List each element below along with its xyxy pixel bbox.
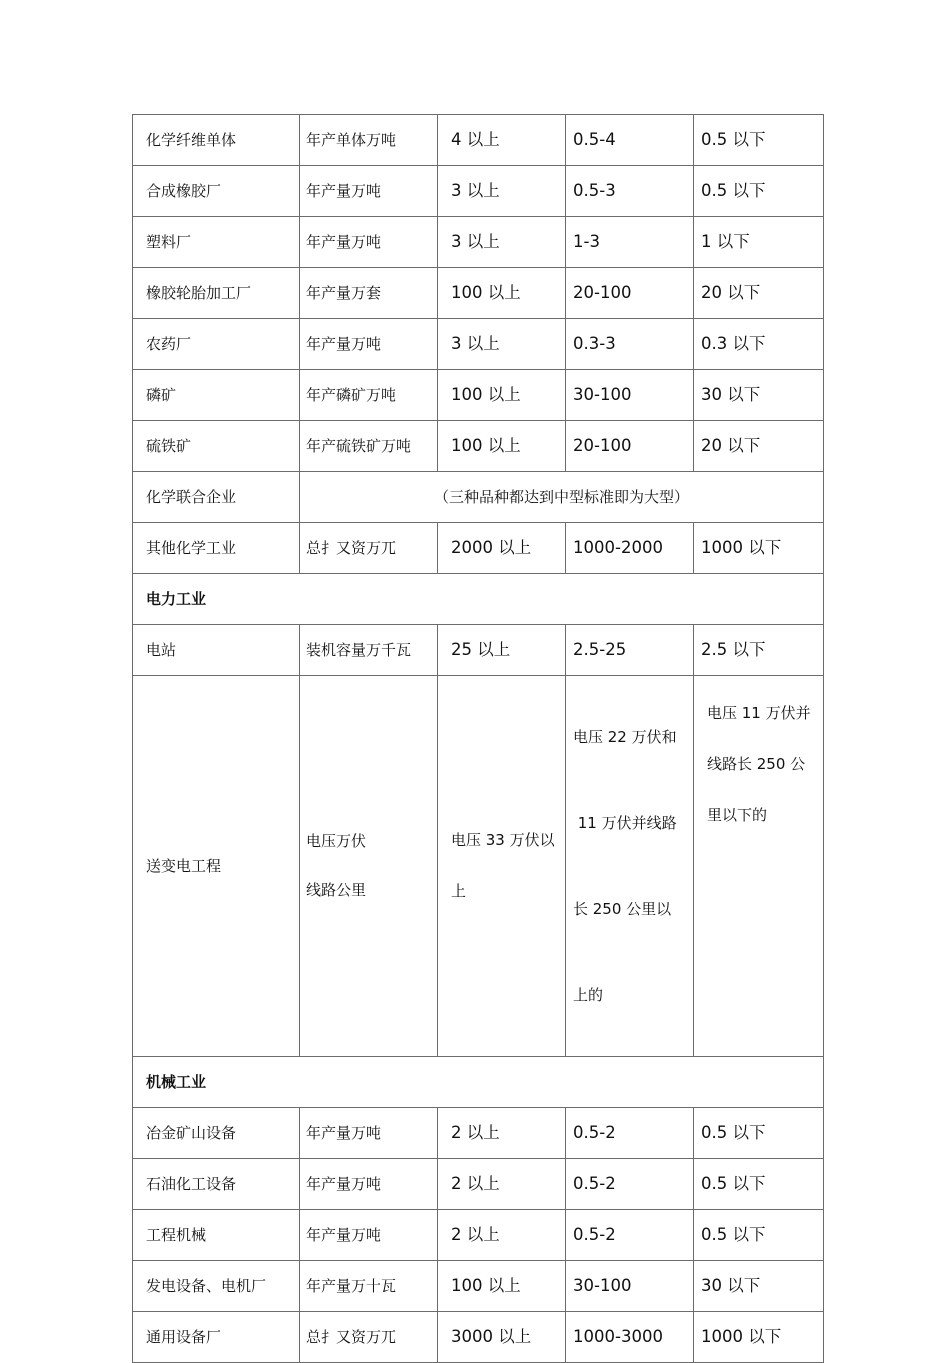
medium-scale-cell: 1000-2000 bbox=[566, 523, 694, 574]
metric-cell: 装机容量万千瓦 bbox=[300, 625, 438, 676]
small-scale-cell: 0.5 以下 bbox=[694, 166, 824, 217]
metric-cell: 总扌又资万兀 bbox=[300, 523, 438, 574]
large-scale-cell: 100 以上 bbox=[438, 421, 566, 472]
industry-cell: 磷矿 bbox=[133, 370, 300, 421]
medium-scale-cell: 1-3 bbox=[566, 217, 694, 268]
table-row bbox=[133, 1210, 824, 1261]
large-scale-line: 上 bbox=[451, 882, 467, 900]
large-scale-cell: 4 以上 bbox=[438, 115, 566, 166]
medium-scale-line: 长 250 公里以 bbox=[573, 900, 672, 918]
large-scale-cell: 2 以上 bbox=[438, 1108, 566, 1159]
medium-scale-line: 上的 bbox=[573, 986, 604, 1004]
small-scale-cell bbox=[694, 676, 824, 1057]
metric-cell: 年产磷矿万吨 bbox=[300, 370, 438, 421]
medium-scale-cell: 1000-3000 bbox=[566, 1312, 694, 1363]
table-row bbox=[133, 625, 824, 676]
medium-scale-line: 电压 22 万伏和 bbox=[573, 728, 677, 746]
section-heading: 电力工业 bbox=[133, 574, 824, 625]
small-scale-cell: 1000 以下 bbox=[694, 523, 824, 574]
metric-cell: 年产硫铁矿万吨 bbox=[300, 421, 438, 472]
large-scale-cell: 3 以上 bbox=[438, 166, 566, 217]
metric-cell: 年产量万吨 bbox=[300, 217, 438, 268]
medium-scale-cell: 0.3-3 bbox=[566, 319, 694, 370]
table-row bbox=[133, 268, 824, 319]
small-scale-line: 线路长 250 公 bbox=[707, 755, 806, 773]
large-scale-cell: 2000 以上 bbox=[438, 523, 566, 574]
medium-scale-cell: 30-100 bbox=[566, 1261, 694, 1312]
table-row bbox=[133, 676, 824, 1057]
medium-scale-cell: 0.5-2 bbox=[566, 1108, 694, 1159]
medium-scale-cell: 0.5-2 bbox=[566, 1210, 694, 1261]
section-heading: 机械工业 bbox=[133, 1057, 824, 1108]
medium-scale-cell: 30-100 bbox=[566, 370, 694, 421]
large-scale-line: 电压 33 万伏以 bbox=[451, 831, 555, 849]
industry-cell: 通用设备厂 bbox=[133, 1312, 300, 1363]
metric-cell: 年产单体万吨 bbox=[300, 115, 438, 166]
metric-cell: 年产量万吨 bbox=[300, 1159, 438, 1210]
industry-cell: 农药厂 bbox=[133, 319, 300, 370]
large-scale-cell: 3 以上 bbox=[438, 319, 566, 370]
industry-cell: 冶金矿山设备 bbox=[133, 1108, 300, 1159]
medium-scale-cell: 0.5-3 bbox=[566, 166, 694, 217]
industry-cell: 合成橡胶厂 bbox=[133, 166, 300, 217]
medium-scale-cell bbox=[566, 676, 694, 1057]
large-scale-cell: 100 以上 bbox=[438, 370, 566, 421]
small-scale-cell: 0.5 以下 bbox=[694, 115, 824, 166]
metric-cell: 总扌又资万兀 bbox=[300, 1312, 438, 1363]
large-scale-cell: 3000 以上 bbox=[438, 1312, 566, 1363]
small-scale-cell: 30 以下 bbox=[694, 370, 824, 421]
medium-scale-cell: 0.5-4 bbox=[566, 115, 694, 166]
medium-scale-cell: 2.5-25 bbox=[566, 625, 694, 676]
small-scale-line: 里以下的 bbox=[707, 806, 768, 824]
large-scale-cell: 2 以上 bbox=[438, 1159, 566, 1210]
large-scale-cell: 100 以上 bbox=[438, 1261, 566, 1312]
small-scale-cell: 0.3 以下 bbox=[694, 319, 824, 370]
industry-cell: 化学纤维单体 bbox=[133, 115, 300, 166]
enterprise-scale-table bbox=[132, 114, 824, 1363]
small-scale-cell: 1 以下 bbox=[694, 217, 824, 268]
metric-cell bbox=[300, 676, 438, 1057]
table-row bbox=[133, 472, 824, 523]
table-row bbox=[133, 370, 824, 421]
large-scale-cell: 2 以上 bbox=[438, 1210, 566, 1261]
medium-scale-cell: 20-100 bbox=[566, 268, 694, 319]
section-row bbox=[133, 1057, 824, 1108]
large-scale-cell: 100 以上 bbox=[438, 268, 566, 319]
large-scale-cell: 3 以上 bbox=[438, 217, 566, 268]
metric-cell: 年产量万吨 bbox=[300, 1108, 438, 1159]
metric-cell: 年产量万吨 bbox=[300, 166, 438, 217]
industry-cell: 工程机械 bbox=[133, 1210, 300, 1261]
table-row bbox=[133, 319, 824, 370]
table-row bbox=[133, 166, 824, 217]
merged-note-cell: （三种品种都达到中型标准即为大型） bbox=[300, 472, 824, 523]
table-row bbox=[133, 523, 824, 574]
small-scale-cell: 1000 以下 bbox=[694, 1312, 824, 1363]
medium-scale-line: 11 万伏并线路 bbox=[573, 814, 677, 832]
small-scale-line: 电压 11 万伏并 bbox=[707, 704, 811, 722]
table-row bbox=[133, 1261, 824, 1312]
table-row bbox=[133, 421, 824, 472]
small-scale-cell: 30 以下 bbox=[694, 1261, 824, 1312]
metric-line: 电压万伏 bbox=[306, 832, 367, 850]
large-scale-cell: 25 以上 bbox=[438, 625, 566, 676]
table-row bbox=[133, 1312, 824, 1363]
metric-cell: 年产量万套 bbox=[300, 268, 438, 319]
industry-cell: 塑料厂 bbox=[133, 217, 300, 268]
industry-cell: 发电设备、电机厂 bbox=[133, 1261, 300, 1312]
metric-cell: 年产量万吨 bbox=[300, 1210, 438, 1261]
medium-scale-cell: 20-100 bbox=[566, 421, 694, 472]
metric-cell: 年产量万十瓦 bbox=[300, 1261, 438, 1312]
industry-cell: 硫铁矿 bbox=[133, 421, 300, 472]
section-row bbox=[133, 574, 824, 625]
industry-cell: 化学联合企业 bbox=[133, 472, 300, 523]
industry-cell: 送变电工程 bbox=[133, 676, 300, 1057]
small-scale-cell: 0.5 以下 bbox=[694, 1108, 824, 1159]
table-row bbox=[133, 1108, 824, 1159]
industry-cell: 石油化工设备 bbox=[133, 1159, 300, 1210]
medium-scale-cell: 0.5-2 bbox=[566, 1159, 694, 1210]
small-scale-cell: 20 以下 bbox=[694, 268, 824, 319]
table-row bbox=[133, 217, 824, 268]
metric-cell: 年产量万吨 bbox=[300, 319, 438, 370]
small-scale-cell: 20 以下 bbox=[694, 421, 824, 472]
industry-cell: 其他化学工业 bbox=[133, 523, 300, 574]
industry-cell: 橡胶轮胎加工厂 bbox=[133, 268, 300, 319]
large-scale-cell bbox=[438, 676, 566, 1057]
table-row bbox=[133, 1159, 824, 1210]
table-row bbox=[133, 115, 824, 166]
small-scale-cell: 2.5 以下 bbox=[694, 625, 824, 676]
industry-cell: 电站 bbox=[133, 625, 300, 676]
small-scale-cell: 0.5 以下 bbox=[694, 1159, 824, 1210]
small-scale-cell: 0.5 以下 bbox=[694, 1210, 824, 1261]
metric-line: 线路公里 bbox=[306, 881, 367, 899]
